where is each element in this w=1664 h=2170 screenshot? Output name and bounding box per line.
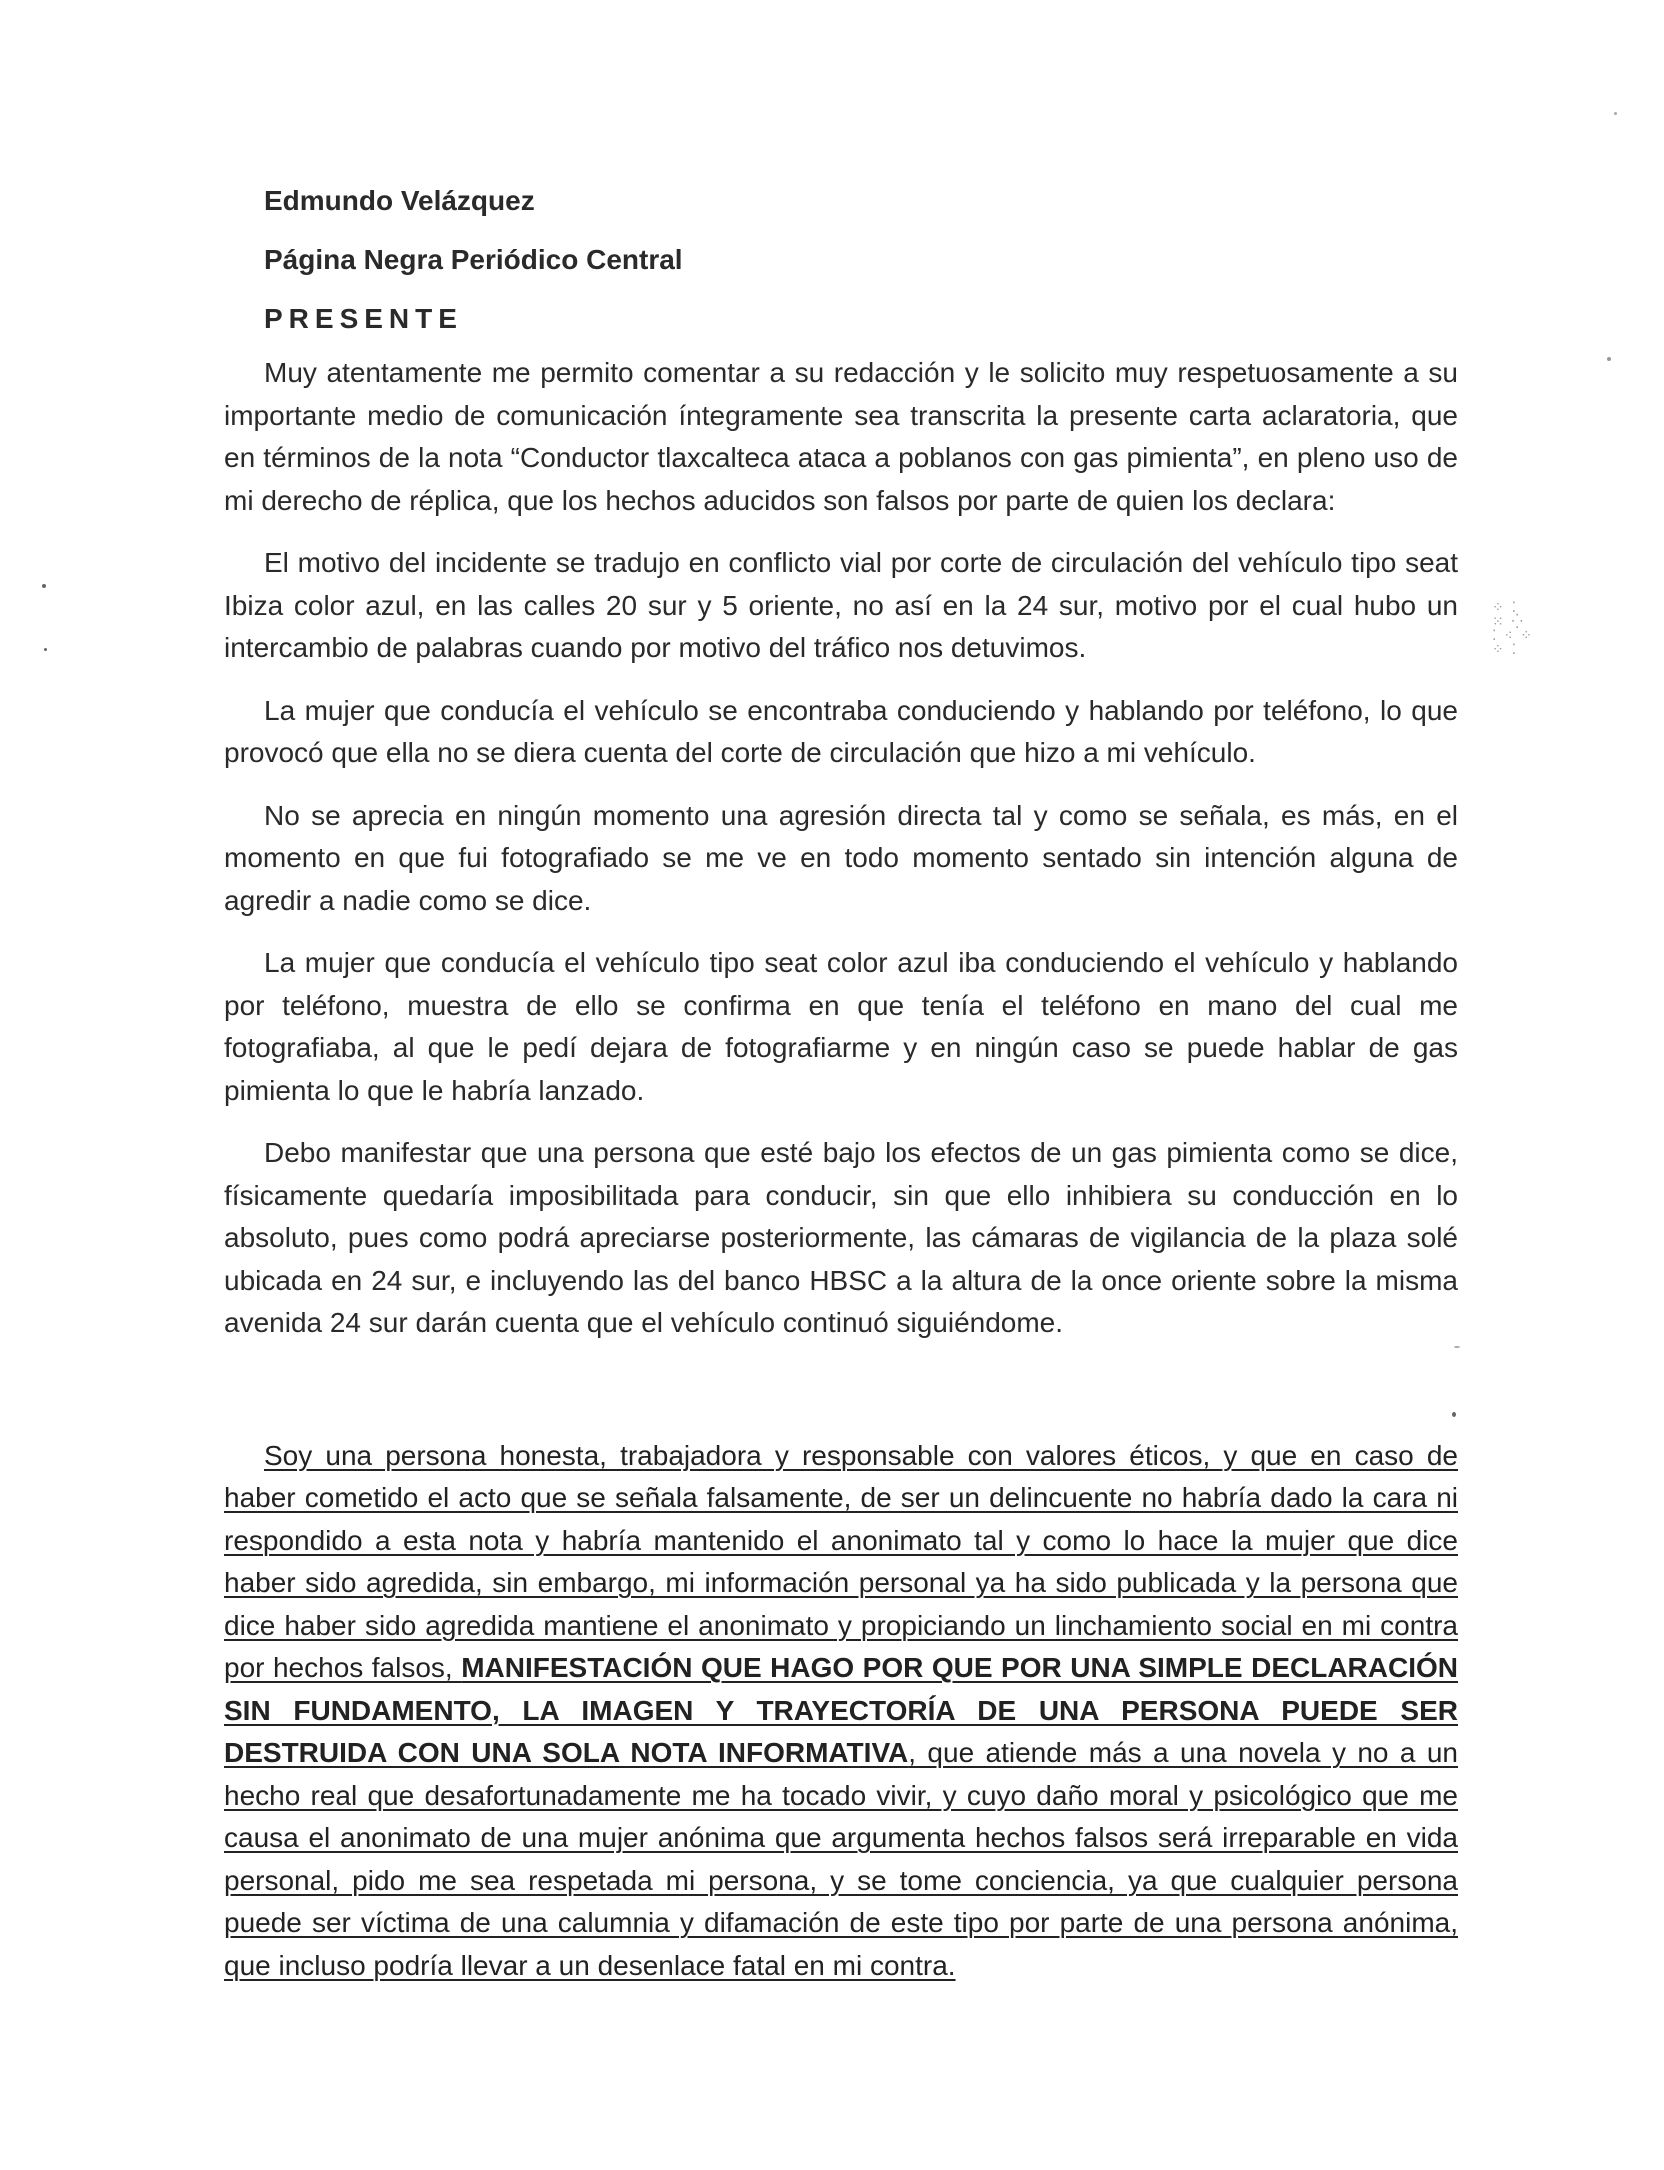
closing-emphasis: MANIFESTACIÓN QUE HAGO POR QUE POR UNA SIMPLE DECLARACIÓN SIN FUNDAMENTO, LA IMAGEN Y TRAYECTORÍA DE UNA PERSONA PUEDE SER DESTRUIDA CON UNA SOLA NOTA INFORMATIVA	[224, 1652, 1458, 1768]
scan-speck	[42, 584, 46, 588]
scan-speck	[1614, 112, 1617, 115]
paragraph: La mujer que conducía el vehículo se encontraba conduciendo y hablando por teléfono, lo que provocó que ella no se diera cuenta del corte de circulación que hizo a mi vehículo.	[224, 694, 1458, 768]
paragraph: Debo manifestar que una persona que esté bajo los efectos de un gas pimienta como se dice, físicamente quedaría imposibilitada para conducir, sin que ello inhibiera su conducción en lo absoluto, pues como podrá apreciarse posteriormente, las cámaras de vigilancia de la plaza solé ubicada en 24 sur, e incluyendo las del banco HBSC a la altura de la once oriente sobre la misma avenida 24 sur darán cuenta que el vehículo continuó siguiéndome.	[224, 1137, 1458, 1338]
paragraph: El motivo del incidente se tradujo en conflicto vial por corte de circulación del vehículo tipo seat Ibiza color azul, en las calles 20 sur y 5 oriente, no así en la 24 sur, motivo por el cual hubo un intercambio de palabras cuando por motivo del tráfico nos detuvimos.	[224, 547, 1458, 663]
recipient-name: Edmundo Velázquez	[264, 185, 535, 216]
letter-body	[224, 180, 1458, 2007]
paragraph: Muy atentamente me permito comentar a su redacción y le solicito muy respetuosamente a su importante medio de comunicación íntegramente sea transcrita la presente carta aclaratoria, que en términos de la nota “Conductor tlaxcalteca ataca a poblanos con gas pimienta”, en pleno uso de mi derecho de réplica, que los hechos aducidos son falsos por parte de quien los declara:	[224, 357, 1458, 516]
closing-text: Soy una persona honesta, trabajadora y responsable con valores éticos, y que en caso de haber cometido el acto que se señala falsamente, de ser un delincuente no habría dado la cara ni respondido a esta nota y habría mantenido el anonimato tal y como lo hace la mujer que dice haber sido agredida, sin embargo, mi información personal ya ha sido publicada y la persona que dice haber sido agredida mantiene el anonimato y propiciando un linchamiento social en mi contra por hechos falsos,	[224, 1439, 1458, 1683]
scan-speck	[44, 648, 47, 651]
salutation: PRESENTE	[264, 303, 463, 334]
closing-paragraph	[224, 1435, 1458, 1988]
scan-smudge: ⁘ ⁚ ⁙ ⁛ ⁚ ⁖ ⁘ ⁘ ⁚	[1492, 599, 1535, 657]
paragraph: La mujer que conducía el vehículo tipo seat color azul iba conduciendo el vehículo y hablando por teléfono, muestra de ello se confirma en que tenía el teléfono en mano del cual me fotografiaba, al que le pedí dejara de fotografiarme y en ningún caso se puede hablar de gas pimienta lo que le habría lanzado.	[224, 947, 1458, 1106]
scan-speck	[1607, 357, 1611, 361]
closing-text: , que atiende más a una novela y no a un hecho real que desafortunadamente me ha tocado vivir, y cuyo daño moral y psicológico que me causa el anonimato de una mujer anónima que argumenta hechos falsos será irreparable en vida personal, pido me sea respetada mi persona, y se tome conciencia, ya que cualquier persona puede ser víctima de una calumnia y difamación de este tipo por parte de una persona anónima, que incluso podría llevar a un desenlace fatal en mi contra.	[224, 1737, 1458, 1981]
recipient-outlet: Página Negra Periódico Central	[264, 244, 683, 275]
paragraph: No se aprecia en ningún momento una agresión directa tal y como se señala, es más, en el momento en que fui fotografiado se me ve en todo momento sentado sin intención alguna de agredir a nadie como se dice.	[224, 799, 1458, 916]
